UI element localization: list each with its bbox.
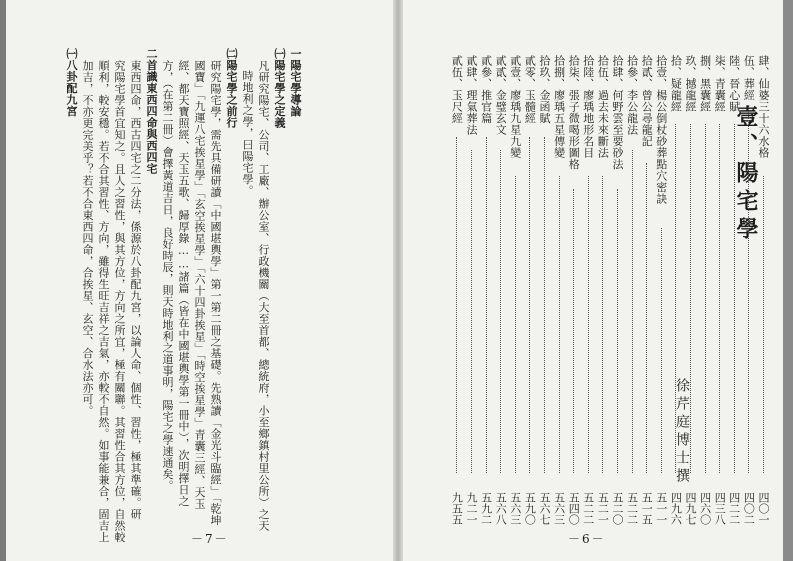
toc-leader-dots: [763, 176, 764, 473]
toc-leader-dots: [544, 137, 545, 473]
toc-entry-page: 四〇一: [757, 492, 770, 525]
section-heading: ㈠陽宅學之定義: [273, 48, 286, 129]
toc-entry-page: 五二二: [581, 492, 595, 525]
scan-edge-right: [783, 0, 793, 561]
left-page-number: －7－: [191, 532, 229, 546]
toc-entry: [757, 55, 770, 525]
toc-entry-title: 拾壹、楊公倒杖砂葬點穴密訣: [654, 55, 668, 205]
toc-entry-page: 九五五: [450, 492, 464, 525]
toc-leader-dots: [559, 176, 560, 473]
toc-leader-dots: [690, 124, 691, 473]
toc-entry: [742, 55, 755, 525]
section-heading: ㈡陽宅學之前行: [225, 48, 238, 129]
toc-leader-dots: [456, 137, 457, 473]
toc-entry-title: 陸、晉心賦: [727, 55, 741, 113]
toc-entry: [465, 55, 478, 525]
toc-entry: [538, 55, 551, 525]
toc-entry-title: 拾貳、曾公尋龍記: [640, 55, 654, 147]
toc-entry-title: 拾柒、張子微喝形圖格: [567, 55, 581, 170]
toc-entry-title: 貳貳、金璧玄文: [494, 55, 508, 136]
toc-leader-dots: [529, 137, 530, 473]
right-page: [403, 0, 783, 561]
text-column: 東西四命，西古四宅之二分法，係源於八卦配九宮，以論人命、個性、習性，極其準確。研: [129, 60, 142, 520]
text-column: 時地利之學，曰陽宅學。: [241, 70, 254, 197]
toc-leader-dots: [661, 228, 662, 473]
toc-leader-dots: [602, 176, 603, 473]
section-heading: ㈠八卦配九宮: [65, 48, 78, 117]
text-column: 研究陽宅學，需先具備研讀「中國堪輿學」第一第二冊之基礎。先熟讀「金光斗臨經」「乾坤: [209, 60, 222, 526]
toc-entry: [509, 55, 522, 525]
toc-leader-dots: [588, 176, 589, 473]
toc-entry: [582, 55, 595, 525]
toc-entry: [640, 55, 653, 525]
text-column: 究陽宅學首宜知之。且人之習性，與其方位，方向之所宜，極有關聯。其習性合其方位，自然較: [113, 60, 126, 543]
author-line: 徐芹庭博士撰: [674, 378, 690, 486]
toc-entry-title: 拾陸、廖瑀地形名目: [581, 55, 595, 159]
toc-entry-page: 四六〇: [698, 492, 712, 525]
section-heading: 二首識東西四命與西四宅: [145, 48, 158, 175]
left-page: [6, 0, 393, 561]
toc-entry-page: 五九二: [479, 492, 493, 525]
toc-entry-page: 四九七: [684, 492, 697, 525]
text-column: 經、都天寶照經、天玉五歌、歸厚錄……諸篇（皆在中國堪輿學第一冊中），次明擇日之: [177, 60, 190, 507]
toc-entry-title: 貳肆、理氣葬法: [465, 55, 478, 136]
toc-entry-title: 拾、疑龍經: [669, 55, 683, 113]
toc-leader-dots: [515, 176, 516, 473]
toc-entry-title: 伍、葬經: [742, 55, 756, 101]
text-column: 方，（在第二冊）會擇黃道吉日，良好時辰，則天時地利之道事明，陽宅之學速通矣。: [161, 60, 174, 492]
toc-entry: [450, 55, 463, 525]
toc-entry-title: 貳參、推官篇: [479, 55, 493, 124]
toc-entry: [480, 55, 493, 525]
toc-entry: [728, 55, 741, 525]
toc-entry-page: 五二一: [596, 492, 610, 525]
toc-entry-page: 五六三: [508, 492, 522, 525]
toc-entry: [669, 55, 682, 525]
toc-leader-dots: [486, 137, 487, 473]
toc-entry: [655, 55, 668, 525]
toc-leader-dots: [748, 111, 749, 473]
toc-entry: [626, 55, 639, 525]
toc-entry-title: 拾玖、金函賦: [538, 55, 551, 124]
toc-leader-dots: [719, 124, 720, 473]
toc-entry: [523, 55, 536, 525]
toc-leader-dots: [734, 124, 735, 473]
toc-entry-title: 拾伍、過去未來斷法: [596, 55, 610, 159]
toc-entry-page: 五二〇: [611, 492, 624, 525]
toc-entry-title: 拾參、李公龍法: [625, 55, 639, 136]
text-column: 凡研究陽宅、公司、工廠、辦公室、行政機關（大至首都、總統府，小至鄉鎮村里公所）之天: [257, 60, 270, 532]
toc-leader-dots: [646, 163, 647, 473]
text-column: 順利，較安穩。若不合其習性、方向，雖得生旺吉祥之吉氣，亦較不自然。如事能兼合，固吉上: [97, 60, 110, 543]
toc-entry: [684, 55, 697, 525]
toc-entry: [699, 55, 712, 525]
toc-entry: [713, 55, 726, 525]
toc-entry-title: 拾捌、廖瑀五星傳變: [552, 55, 566, 159]
toc-entry: [553, 55, 566, 525]
text-column: 國寶」「九運八宅挨星學」「玄空挨星學」「六十四卦挨星」「時空挨星學」青囊三經、天玉: [193, 60, 206, 510]
toc-entry-title: 肆、仙婆三十六水格: [757, 55, 770, 159]
toc-entry-page: 四三八: [713, 492, 727, 525]
toc-entry-title: 玖、撼龍經: [684, 55, 697, 113]
toc-entry: [567, 55, 580, 525]
toc-entry-page: 五六八: [494, 492, 508, 525]
toc-entry: [611, 55, 624, 525]
toc-entry-title: 捌、黑囊經: [698, 55, 712, 113]
toc-entry-page: 五一五: [640, 492, 654, 525]
toc-leader-dots: [500, 150, 501, 473]
toc-entry-title: 貳壹、廖瑀九星九變: [508, 55, 522, 159]
toc-entry-page: 五二二: [625, 492, 639, 525]
toc-entry-page: 五六三: [552, 492, 566, 525]
toc-entry-page: 四九六: [669, 492, 683, 525]
toc-leader-dots: [705, 124, 706, 473]
toc-entry-page: 四〇二: [742, 492, 756, 525]
toc-entry-title: 貳伍、玉尺經: [450, 55, 464, 124]
toc-entry-page: 五四〇: [567, 492, 581, 525]
toc-leader-dots: [471, 150, 472, 473]
text-column: 加吉，不亦更完美乎？若不合東西四命，合挨星、玄空、合水法亦可。: [81, 60, 94, 417]
right-page-number: －6－: [568, 532, 606, 546]
toc-entry: [596, 55, 609, 525]
toc-entry-page: 五六七: [538, 492, 551, 525]
toc-entry-page: 五九〇: [523, 492, 537, 525]
toc-entry-title: 貳零、玉髓經: [523, 55, 537, 124]
toc-entry-page: 四二二: [727, 492, 741, 525]
toc-entry-title: 拾肆、何野雲至要砂法: [611, 55, 624, 170]
toc-leader-dots: [675, 124, 676, 473]
toc-leader-dots: [632, 150, 633, 473]
toc-entry-page: 五一一: [654, 492, 668, 525]
section-heading: 一陽宅學導論: [289, 48, 302, 117]
chapter-title: 壹、陽宅學: [733, 105, 759, 245]
toc-leader-dots: [617, 189, 618, 473]
toc-entry-page: 九二一: [465, 492, 478, 525]
toc-leader-dots: [573, 189, 574, 473]
book-gutter: [393, 0, 403, 561]
toc-entry-title: 柒、青囊經: [713, 55, 727, 113]
toc-entry: [494, 55, 507, 525]
